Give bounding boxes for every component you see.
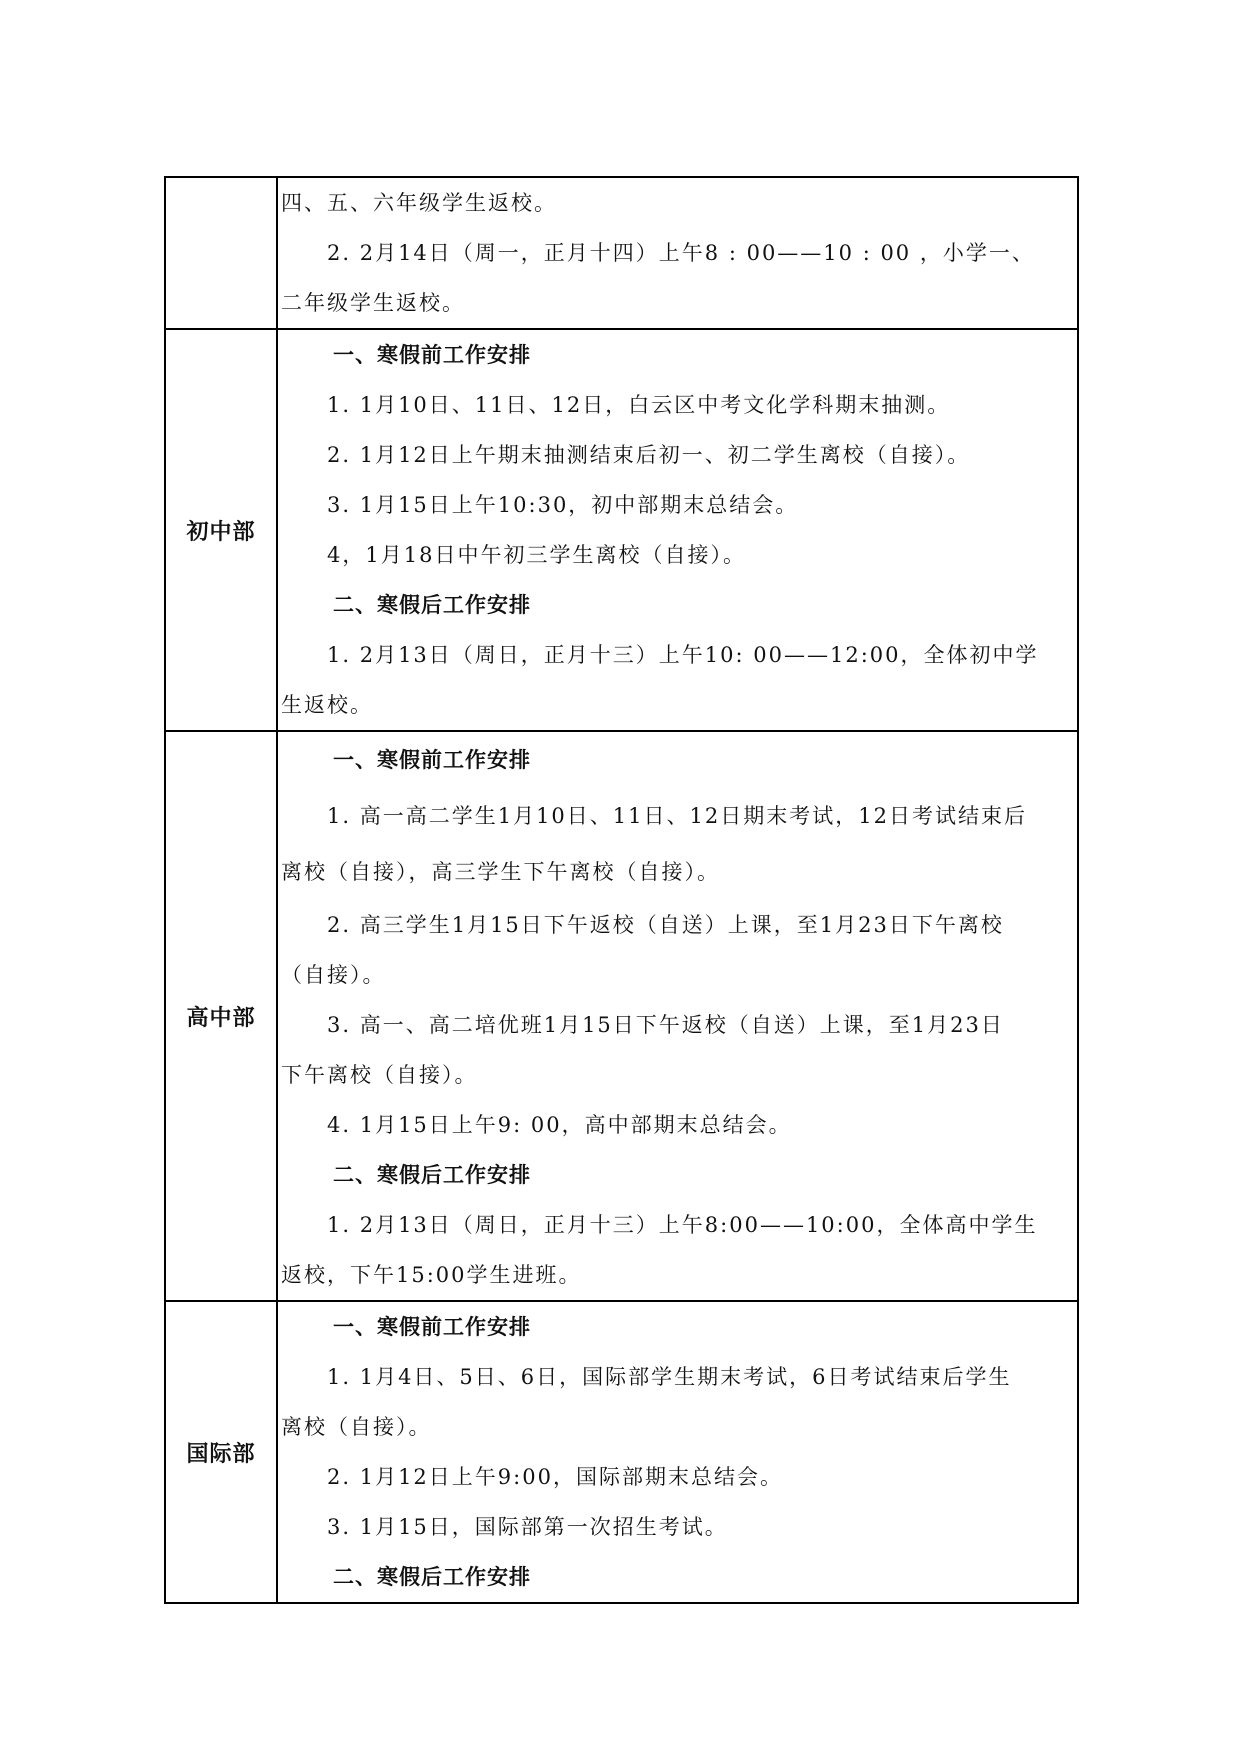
dept-cell-empty [165,177,277,329]
text-line: 1. 2月13日（周日，正月十三）上午8:00——10:00，全体高中学生 [327,1213,1038,1237]
text-line: 4，1月18日中午初三学生离校（自接）。 [327,543,746,567]
text-line: 1. 1月10日、11日、12日，白云区中考文化学科期末抽测。 [327,393,951,417]
text-line: 3. 1月15日上午10:30，初中部期末总结会。 [327,493,799,517]
table-row-senior [165,731,1078,1301]
text-line: 2. 高三学生1月15日下午返校（自送）上课，至1月23日下午离校 [327,913,1004,937]
content-cell [277,1301,1078,1603]
text-line: 离校（自接）。 [281,1415,432,1439]
section-heading: 二、寒假后工作安排 [333,593,531,617]
dept-label-international: 国际部 [165,1301,277,1603]
section-heading: 二、寒假后工作安排 [333,1565,531,1589]
text-line: 下午离校（自接）。 [281,1063,478,1087]
text-line: 1. 高一高二学生1月10日、11日、12日期末考试，12日考试结束后 [327,804,1027,828]
text-line: 生返校。 [281,693,373,717]
section-heading: 一、寒假前工作安排 [333,1315,531,1339]
text-line: 3. 1月15日，国际部第一次招生考试。 [327,1515,728,1539]
dept-label-senior: 高中部 [165,731,277,1301]
text-line: 1. 2月13日（周日，正月十三）上午10: 00——12:00，全体初中学 [327,643,1039,667]
text-line: 离校（自接），高三学生下午离校（自接）。 [281,860,720,884]
content-cell [277,329,1078,731]
text-line: 3. 高一、高二培优班1月15日下午返校（自送）上课，至1月23日 [327,1013,1004,1037]
content-cell [277,177,1078,329]
text-line: 2. 1月12日上午期末抽测结束后初一、初二学生离校（自接）。 [327,443,971,467]
text-line: 二年级学生返校。 [281,291,465,315]
text-line: 2. 2月14日（周一，正月十四）上午8 : 00——10 : 00 ，小学一、 [327,241,1035,265]
text-line: 2. 1月12日上午9:00，国际部期末总结会。 [327,1465,783,1489]
content-cell [277,731,1078,1301]
text-line: 返校，下午15:00学生进班。 [281,1263,582,1287]
table-row-junior [165,329,1078,731]
section-heading: 一、寒假前工作安排 [333,748,531,772]
section-heading: 一、寒假前工作安排 [333,343,531,367]
text-line: （自接）。 [281,963,386,987]
text-line: 四、五、六年级学生返校。 [281,191,557,215]
text-line: 1. 1月4日、5日、6日，国际部学生期末考试，6日考试结束后学生 [327,1365,1012,1389]
table-row-continuation [165,177,1078,329]
dept-label-junior: 初中部 [165,329,277,731]
table-row-international [165,1301,1078,1603]
text-line: 4. 1月15日上午9: 00，高中部期末总结会。 [327,1113,792,1137]
section-heading: 二、寒假后工作安排 [333,1163,531,1187]
schedule-table [164,176,1079,1604]
